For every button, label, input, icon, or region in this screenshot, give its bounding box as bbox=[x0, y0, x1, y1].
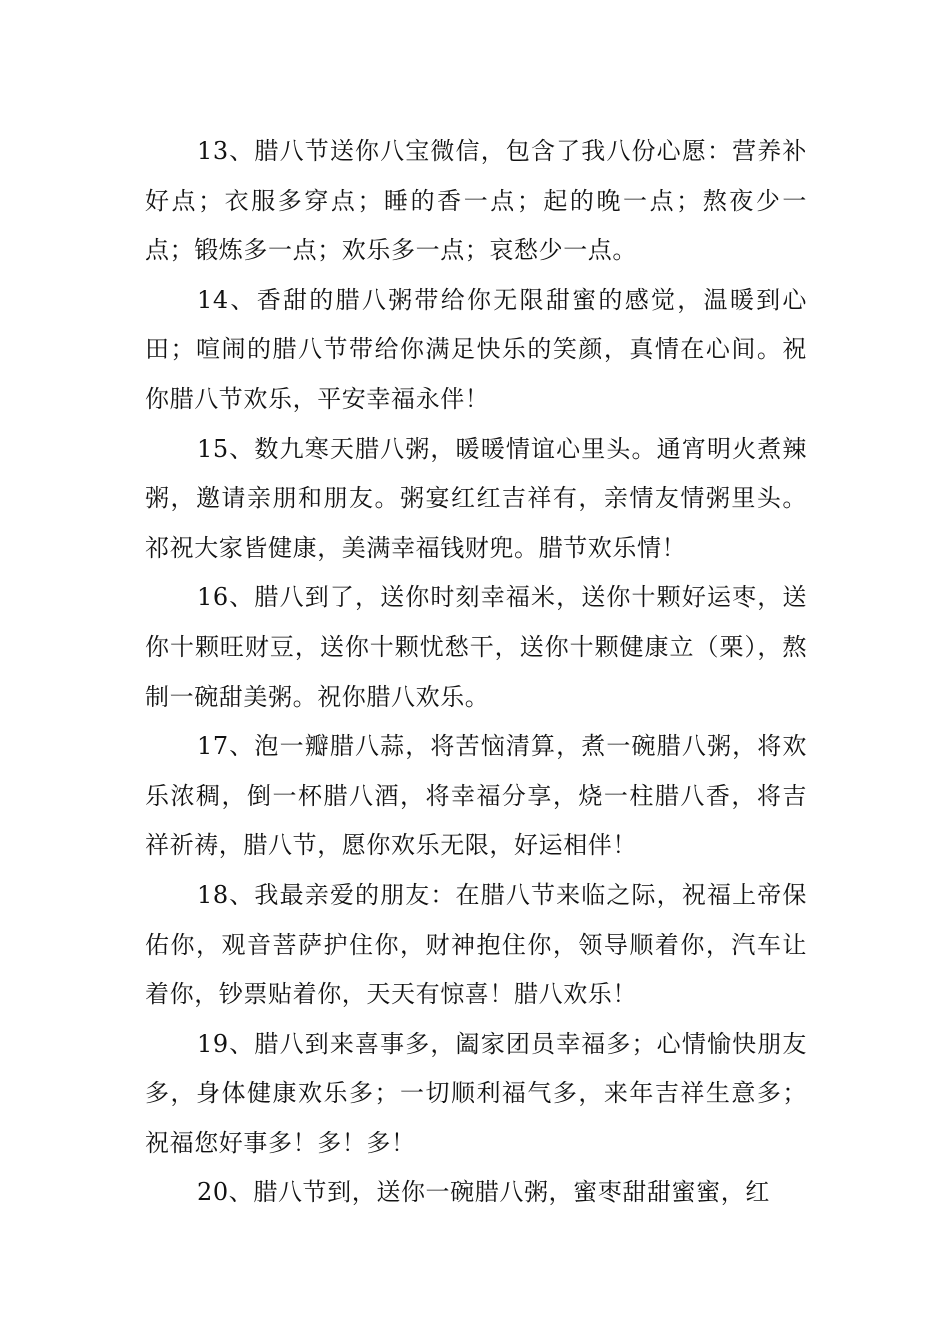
paragraph-13: 13、腊八节送你八宝微信，包含了我八份心愿：营养补好点；衣服多穿点；睡的香一点；起的晚一点；熬夜少一点；锻炼多一点；欢乐多一点；哀愁少一点。 bbox=[145, 137, 807, 265]
paragraph-17: 17、泡一瓣腊八蒜，将苦恼清算，煮一碗腊八粥，将欢乐浓稠，倒一杯腊八酒，将幸福分享，烧一柱腊八香，将吉祥祈祷，腊八节，愿你欢乐无限，好运相伴！ bbox=[145, 732, 807, 860]
paragraph-15: 15、数九寒天腊八粥，暖暖情谊心里头。通宵明火煮辣粥，邀请亲朋和朋友。粥宴红红吉祥有，亲情友情粥里头。祁祝大家皆健康，美满幸福钱财兜。腊节欢乐情！ bbox=[145, 434, 807, 562]
document-body bbox=[145, 127, 807, 1218]
paragraph-20: 20、腊八节到，送你一碗腊八粥，蜜枣甜甜蜜蜜，红 bbox=[197, 1178, 770, 1207]
paragraph-19: 19、腊八到来喜事多，阖家团员幸福多；心情愉快朋友多，身体健康欢乐多；一切顺利福气多，来年吉祥生意多；祝福您好事多！多！多！ bbox=[145, 1029, 807, 1157]
paragraph-18: 18、我最亲爱的朋友：在腊八节来临之际，祝福上帝保佑你，观音菩萨护住你，财神抱住你，领导顺着你，汽车让着你，钞票贴着你，天天有惊喜！腊八欢乐！ bbox=[145, 880, 807, 1009]
paragraph-14: 14、香甜的腊八粥带给你无限甜蜜的感觉，温暖到心田；喧闹的腊八节带给你满足快乐的笑颜，真情在心间。祝你腊八节欢乐，平安幸福永伴！ bbox=[145, 285, 807, 413]
paragraph-16: 16、腊八到了，送你时刻幸福米，送你十颗好运枣，送你十颗旺财豆，送你十颗忧愁干，送你十颗健康立（栗），熬制一碗甜美粥。祝你腊八欢乐。 bbox=[145, 583, 807, 711]
